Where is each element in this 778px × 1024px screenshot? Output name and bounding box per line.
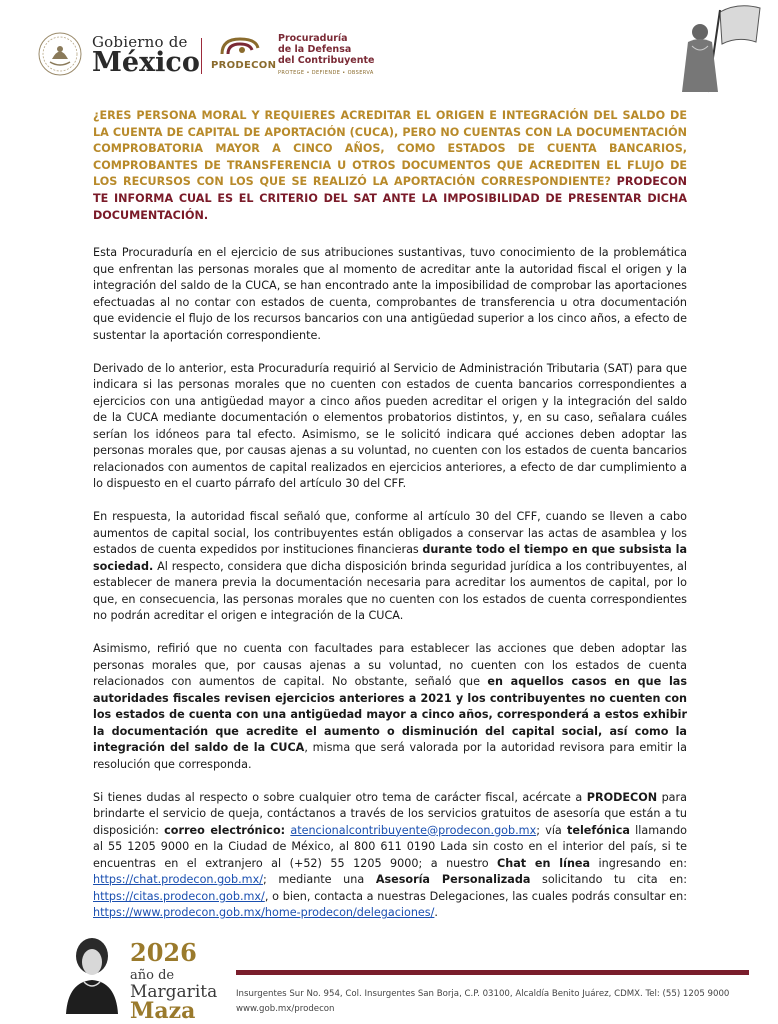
document-body <box>93 108 687 938</box>
header <box>0 0 778 100</box>
gov-line1: Gobierno de <box>92 33 188 51</box>
contact-bold: Asesoría Personalizada <box>375 873 531 887</box>
intro-question: ¿ERES PERSONA MORAL Y REQUIERES ACREDITAR EL ORIGEN E INTEGRACIÓN DEL SALDO DE LA CUENTA DE CAPITAL DE APORTACIÓN (CUCA), PERO NO CUENTAS CON LA DOCUMENTACIÓN COMPROBATORIA MAYOR A CINCO AÑOS, COMO ESTADOS DE CUENTA BANCARIOS, COMPROBANTES DE TRANSFERENCIA U OTROS DOCUMENTOS QUE ACREDITEN EL FLUJO DE LOS RECURSOS CON LOS QUE SE REALIZÓ LA APORTACIÓN CORRESPONDIENTE? <box>93 109 687 189</box>
prodecon-full-line: del Contribuyente <box>278 55 375 66</box>
contact-bold: telefónica <box>567 823 630 837</box>
paragraph-3 <box>93 509 687 625</box>
margarita-maza-portrait-icon <box>56 934 128 1014</box>
paragraph-4 <box>93 641 687 773</box>
prodecon-tagline: PROTEGE • DEFIENDE • OBSERVA <box>278 70 374 76</box>
intro-answer: PRODECON TE INFORMA CUAL ES EL CRITERIO DEL SAT ANTE LA IMPOSIBILIDAD DE PRESENTAR DICHA DOCUMENTACIÓN. <box>93 175 687 222</box>
contact-text: ; mediante una <box>262 873 376 887</box>
paragraph-4-text: Asimismo, refirió que no cuenta con facultades para establecer las acciones que deben adoptar las personas morales que, por causas ajenas a su voluntad, no cuenten con los estados de cuenta relacionados con aumentos de capital. No obstante, señaló que <box>93 642 687 689</box>
citas-link[interactable]: https://citas.prodecon.gob.mx/ <box>93 889 265 903</box>
prodecon-full-name <box>278 33 375 79</box>
delegaciones-link[interactable]: https://www.prodecon.gob.mx/home-prodecon/delegaciones/ <box>93 906 435 920</box>
contact-text: ; vía <box>536 823 568 837</box>
paragraph-4-bold: en aquellos casos en que las autoridades fiscales revisen ejercicios anteriores a 2021 y los contribuyentes no cuenten con los estados de cuenta con una antigüedad mayor a cinco años, corresponderá a estos exhibir la documentación que acredite el aumento o disminución del capital social, así como la integración del saldo de la CUCA <box>93 675 687 755</box>
contact-text: , o bien, contacta a nuestras Delegaciones, las cuales podrás consultar en: <box>264 889 687 903</box>
footer-name-first: Margarita <box>130 982 218 1002</box>
prodecon-logo-icon <box>218 36 266 58</box>
paragraph-4-text: , misma que será valorada por la autoridad revisora para emitir la resolución que corresponda. <box>93 741 687 771</box>
contact-text: llamando al 55 1205 9000 en la Ciudad de México, al 800 611 0190 Lada sin costo en el interior del país, si te encuentras en el extranjero al (+52) 55 1205 9000; a nuestro <box>93 823 688 870</box>
paragraph-3-text: En respuesta, la autoridad fiscal señaló que, conforme al artículo 30 del CFF, cuando se lleven a cabo aumentos de capital social, los contribuyentes están obligados a conservar las actas de asamblea y los estados de cuenta expedidos por instituciones financieras <box>93 510 687 557</box>
gobierno-de-mexico-logo <box>92 34 200 76</box>
prodecon-logo-text: PRODECON <box>211 60 277 71</box>
paragraph-2: Derivado de lo anterior, esta Procuraduría requirió al Servicio de Administración Tributaria (SAT) para que indicara si las personas morales que no cuenten con estados de cuenta bancarios correspondientes a ejercicios con una antigüedad mayor a cinco años pueden acreditar el origen y la integración del saldo de la CUCA mediante documentación o elementos probatorios distintos, y, en su caso, señalara cuáles serían los idóneos para tal efecto. Asimismo, se le solicitó indicara qué acciones deben adoptar las personas morales que, por causas ajenas a su voluntad, no cuenten con los estados de cuenta bancarios relacionados con aumentos de capital realizados en ejercicios anteriores, a efecto de dar cumplimiento a lo dispuesto en el cuarto párrafo del artículo 30 del CFF. <box>93 361 687 491</box>
contact-text: ingresando en: <box>590 856 688 870</box>
contact-text: . <box>434 906 438 920</box>
contact-text: Si tienes dudas al respecto o sobre cualquier otro tema de carácter fiscal, acércate a <box>93 790 587 804</box>
footer-website: www.gob.mx/prodecon <box>236 1004 335 1014</box>
contact-text: para brindarte el servicio de queja, contáctanos a través de los servicios gratuitos de asesoría que están a tu disposición: <box>93 790 687 837</box>
footer-name-last: Maza <box>130 998 196 1024</box>
mexico-seal-icon <box>38 32 82 76</box>
paragraph-3-text: Al respecto, considera que dicha disposición brinda seguridad jurídica a los contribuyentes, al establecer de manera previa la documentación necesaria para acreditar los aumentos de capital, por lo que, en consecuencia, las personas morales que no cuenten con los estados de cuenta correspondientes no podrán acreditar el origen e integración de la CUCA. <box>93 559 687 623</box>
footer-address: Insurgentes Sur No. 954, Col. Insurgentes San Borja, C.P. 03100, Alcaldía Benito Juárez, CDMX. Tel: (55) 1205 9000 <box>236 989 730 999</box>
contact-bold: Chat en línea <box>497 856 591 870</box>
prodecon-full-line: de la Defensa <box>278 44 352 55</box>
paragraph-3-bold: durante todo el tiempo en que subsista la sociedad. <box>93 543 687 573</box>
paragraph-5-contact <box>93 790 687 922</box>
contact-bold: correo electrónico: <box>164 823 286 837</box>
contact-bold: PRODECON <box>586 790 658 804</box>
footer-bar <box>236 970 749 975</box>
gov-line2: México <box>92 47 200 78</box>
contact-text: solicitando tu cita en: <box>530 873 687 887</box>
intro-heading <box>93 108 687 224</box>
chat-link[interactable]: https://chat.prodecon.gob.mx/ <box>93 873 263 887</box>
paragraph-1: Esta Procuraduría en el ejercicio de sus atribuciones sustantivas, tuvo conocimiento de la problemática que enfrentan las personas morales que al momento de acreditar ante la autoridad fiscal el origen y la integración del saldo de la CUCA, se han encontrado ante la imposibilidad de comprobar las aportaciones efectuadas al no contar con estados de cuenta, comprobantes de transferencia u otra documentación que evidencie el flujo de los recursos bancarios con una antigüedad superior a los cinco años, a efecto de sustentar la aportación correspondiente. <box>93 246 687 342</box>
footer-ano-de: año de <box>130 968 175 983</box>
header-divider <box>201 38 202 74</box>
prodecon-full-line: Procuraduría <box>278 33 348 44</box>
footer-year: 2026 <box>130 938 197 967</box>
email-link[interactable]: atencionalcontribuyente@prodecon.gob.mx <box>290 823 537 837</box>
heroine-flag-illustration <box>668 2 766 94</box>
